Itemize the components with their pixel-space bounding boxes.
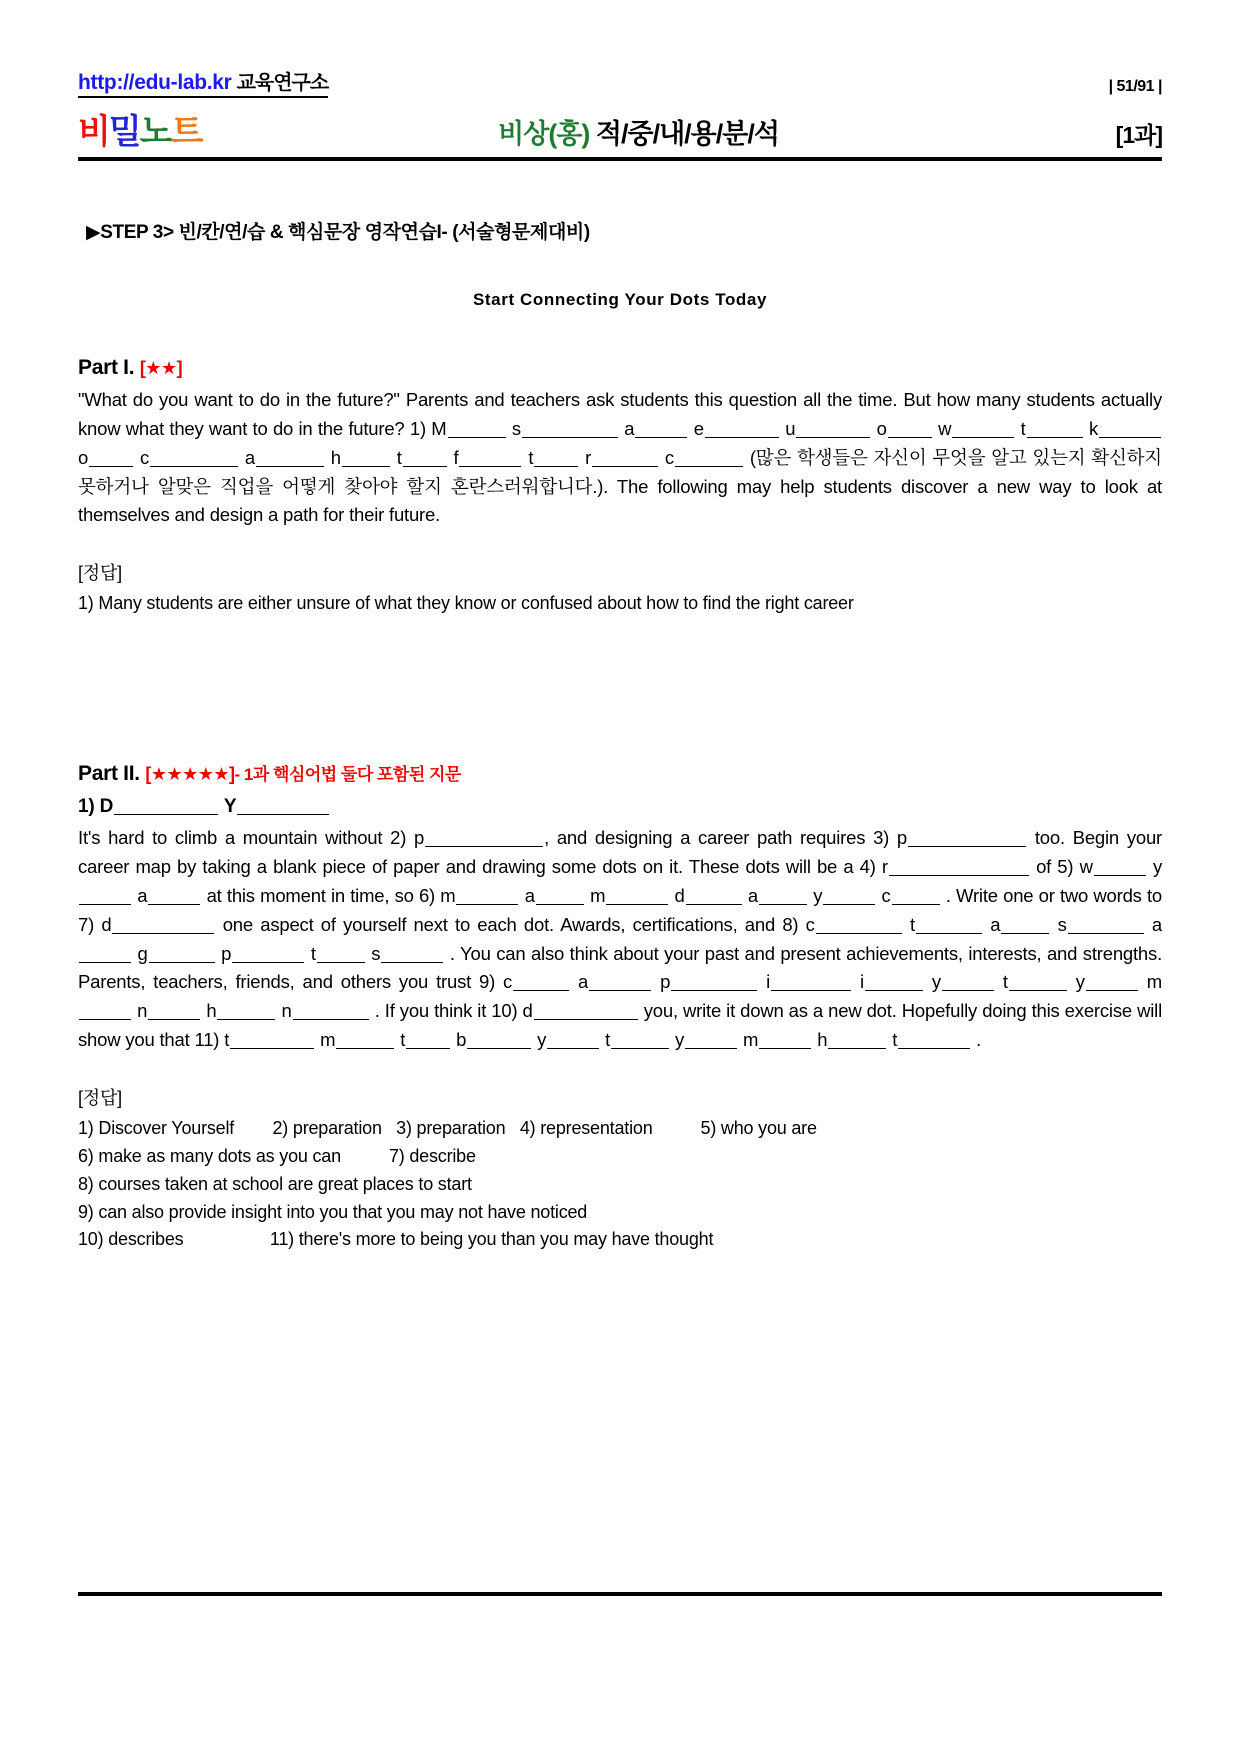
document-title <box>498 112 779 151</box>
answer-line: 9) can also provide insight into you that you may not have noticed <box>78 1201 588 1222</box>
part-1-answer-label: [정답] <box>78 563 122 584</box>
fill-in-blank-1[interactable] <box>425 831 543 847</box>
fill-in-blank-7[interactable] <box>952 422 1014 438</box>
fill-in-blank-38[interactable] <box>336 1033 394 1049</box>
section-spacer <box>78 618 1162 714</box>
fill-in-blank-15[interactable] <box>816 918 902 934</box>
fill-in-blank-10[interactable] <box>686 889 742 905</box>
fill-in-blank-20[interactable] <box>149 947 215 963</box>
site-lab-name: 교육연구소 <box>236 72 329 94</box>
logo-char-3: 노 <box>139 113 171 151</box>
fill-in-blank-22[interactable] <box>317 947 365 963</box>
answer-line: 10) describes 11) there's more to being you than you may have thought <box>78 1229 714 1250</box>
fill-in-blank-11[interactable] <box>150 451 238 467</box>
fill-in-blank-30[interactable] <box>1009 975 1067 991</box>
fill-in-blank-1[interactable] <box>448 422 506 438</box>
fill-in-blank-13[interactable] <box>342 451 390 467</box>
fill-in-blank-28[interactable] <box>865 975 923 991</box>
fill-in-blank-9[interactable] <box>1099 422 1161 438</box>
answer-line: 6) make as many dots as you can 7) describe <box>78 1145 476 1166</box>
fill-in-blank-6[interactable] <box>888 422 932 438</box>
fill-in-blank-15[interactable] <box>459 451 521 467</box>
part-1-label: Part I. <box>78 356 135 379</box>
fill-in-blank-40[interactable] <box>467 1033 531 1049</box>
fill-in-blank-10[interactable] <box>89 451 133 467</box>
part-2-answer-list <box>78 1115 1162 1254</box>
fill-in-blank-18[interactable] <box>675 451 743 467</box>
part-2-answers <box>78 1085 1162 1254</box>
part-2-heading <box>78 760 1162 786</box>
part-1-answer-list <box>78 590 1162 618</box>
fill-in-blank-37[interactable] <box>230 1033 314 1049</box>
fill-in-blank-39[interactable] <box>406 1033 450 1049</box>
fill-in-blank-16[interactable] <box>916 918 982 934</box>
fill-in-blank-17[interactable] <box>1001 918 1049 934</box>
footer-divider <box>78 1592 1162 1596</box>
fill-in-blank-2[interactable] <box>522 422 618 438</box>
header-top-row <box>78 66 1162 98</box>
fill-in-blank-24[interactable] <box>513 975 569 991</box>
part-2-note: - 1과 핵심어법 둘다 포함된 지문 <box>234 765 461 785</box>
passage-title: Start Connecting Your Dots Today <box>472 290 768 309</box>
logo-char-2: 밀 <box>108 113 140 151</box>
fill-in-blank-2[interactable] <box>908 831 1026 847</box>
brand-logo <box>78 104 201 153</box>
publisher-label: 비상(홍) <box>498 119 590 149</box>
fill-in-blank-4[interactable] <box>705 422 779 438</box>
fill-in-blank-31[interactable] <box>1086 975 1138 991</box>
fill-in-blank-2[interactable] <box>237 799 329 815</box>
header-divider <box>78 157 1162 161</box>
fill-in-blank-23[interactable] <box>381 947 443 963</box>
fill-in-blank-8[interactable] <box>536 889 584 905</box>
logo-char-1: 비 <box>78 113 109 151</box>
fill-in-blank-9[interactable] <box>606 889 668 905</box>
part-2-difficulty-stars: [★★★★★] <box>145 764 235 785</box>
fill-in-blank-5[interactable] <box>796 422 870 438</box>
step-heading: ▶STEP 3> 빈/칸/연/습 & 핵심문장 영작연습I- (서술형문제대비) <box>86 222 590 243</box>
part-2-passage: It's hard to climb a mountain without 2) p , and designing a career path requires 3) p too. Begin your career map by taking a blank piece of paper and drawing some dots on it. These dots will be a 4) r of 5) w y a at this moment in time, so 6) m a m d a y c . Write one or two words to 7) d one aspect of yourself next to each dot. Awards, certifications, and 8) c t a s a g p t s . You can also think about your past and present achievements, interests, and strengths. Parents, teachers, friends, and others you trust 9) c a p i i y t y m n h n . If you think it 10) d you, write it down as a new dot. Hopefully doing this exercise will show you that 11) t m t b y t y m h t . <box>78 827 1163 1051</box>
fill-in-blank-16[interactable] <box>534 451 578 467</box>
part-2-sub-heading: 1) D Y <box>78 796 1162 818</box>
fill-in-blank-14[interactable] <box>112 918 214 934</box>
fill-in-blank-17[interactable] <box>592 451 658 467</box>
fill-in-blank-41[interactable] <box>547 1033 599 1049</box>
fill-in-blank-7[interactable] <box>456 889 518 905</box>
fill-in-blank-35[interactable] <box>293 1004 369 1020</box>
fill-in-blank-3[interactable] <box>889 860 1029 876</box>
fill-in-blank-12[interactable] <box>256 451 324 467</box>
fill-in-blank-12[interactable] <box>823 889 875 905</box>
fill-in-blank-1[interactable] <box>114 799 218 815</box>
part-1-passage: "What do you want to do in the future?" Parents and teachers ask students this question all the time. But how many students actually know what they want to do in the future? 1) M s a e u o w t k o c a h t f t r c (많은 학생들은 자신이 무엇을 알고 있는지 확신하지 못하거나 알맞은 직업을 어떻게 찾아야 할지 혼란스러워합니다.). The following may help students discover a new way to look at themselves and design a path for their future. <box>78 389 1162 526</box>
fill-in-blank-45[interactable] <box>828 1033 886 1049</box>
fill-in-blank-26[interactable] <box>671 975 757 991</box>
answer-line: 8) courses taken at school are great places to start <box>78 1173 472 1194</box>
fill-in-blank-33[interactable] <box>148 1004 200 1020</box>
fill-in-blank-5[interactable] <box>79 889 131 905</box>
answer-line: 1) Many students are either unsure of what they know or confused about how to find the right career <box>78 593 854 614</box>
logo-char-4: 트 <box>170 113 202 151</box>
analysis-label: 적/중/내/용/분/석 <box>589 119 779 149</box>
fill-in-blank-11[interactable] <box>759 889 807 905</box>
fill-in-blank-34[interactable] <box>217 1004 275 1020</box>
fill-in-blank-29[interactable] <box>942 975 994 991</box>
fill-in-blank-13[interactable] <box>892 889 940 905</box>
fill-in-blank-19[interactable] <box>79 947 131 963</box>
part-2-label: Part II. <box>78 762 140 786</box>
fill-in-blank-36[interactable] <box>534 1004 638 1020</box>
fill-in-blank-44[interactable] <box>759 1033 811 1049</box>
part-2-answer-label: [정답] <box>78 1087 122 1108</box>
fill-in-blank-14[interactable] <box>403 451 447 467</box>
fill-in-blank-3[interactable] <box>635 422 687 438</box>
header-title-row <box>78 104 1162 153</box>
answer-line: 1) Discover Yourself 2) preparation 3) preparation 4) representation 5) who you are <box>78 1117 817 1138</box>
page-counter: | 51/91 | <box>1108 78 1162 95</box>
fill-in-blank-27[interactable] <box>771 975 851 991</box>
fill-in-blank-8[interactable] <box>1027 422 1083 438</box>
fill-in-blank-32[interactable] <box>79 1004 131 1020</box>
fill-in-blank-25[interactable] <box>589 975 651 991</box>
fill-in-blank-46[interactable] <box>898 1033 970 1049</box>
part-1-difficulty-stars: [★★] <box>139 358 183 378</box>
fill-in-blank-21[interactable] <box>232 947 304 963</box>
part-1-heading <box>78 356 1162 380</box>
fill-in-blank-18[interactable] <box>1068 918 1144 934</box>
part-1-answers <box>78 560 1162 618</box>
site-url-link[interactable]: http://edu-lab.kr <box>78 71 232 94</box>
lesson-tag: [1과] <box>1115 122 1162 148</box>
site-identity <box>78 66 328 98</box>
fill-in-blank-4[interactable] <box>1094 860 1146 876</box>
page-content <box>78 161 1162 1254</box>
fill-in-blank-6[interactable] <box>148 889 200 905</box>
page-header <box>78 0 1162 161</box>
fill-in-blank-43[interactable] <box>685 1033 737 1049</box>
fill-in-blank-42[interactable] <box>611 1033 669 1049</box>
